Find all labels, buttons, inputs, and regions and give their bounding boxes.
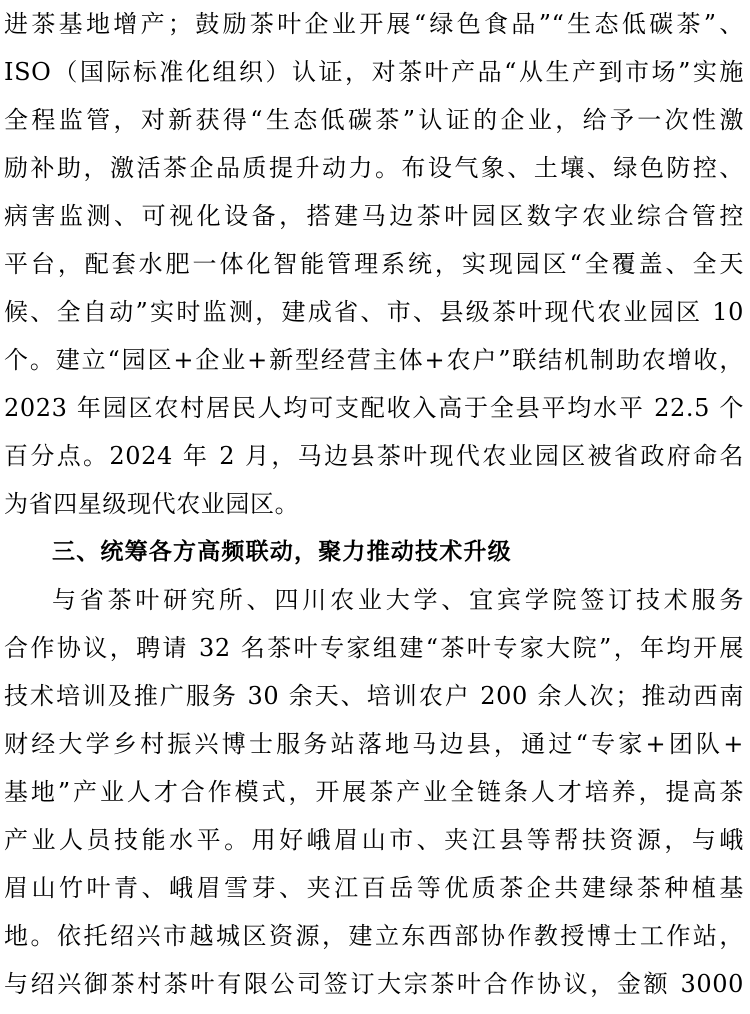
paragraph-line-9: 2023 年园区农村居民人均可支配收入高于全县平均水平 22.5 个 — [4, 394, 744, 422]
paragraph-line-11: 为省四星级现代农业园区。 — [4, 490, 300, 518]
paragraph-line-3: 全程监管，对新获得“生态低碳茶”认证的企业，给予一次性激 — [4, 106, 744, 134]
paragraph-line-19: 地。依托绍兴市越城区资源，建立东西部协作教授博士工作站， — [4, 922, 744, 950]
paragraph-line-15: 财经大学乡村振兴博士服务站落地马边县，通过“专家+团队+ — [4, 730, 744, 758]
paragraph-line-8: 个。建立“园区+企业+新型经营主体+农户”联结机制助农增收， — [4, 346, 744, 374]
paragraph-line-16: 基地”产业人才合作模式，开展茶产业全链条人才培养，提高茶 — [4, 778, 744, 806]
paragraph-line-13: 合作协议，聘请 32 名茶叶专家组建“茶叶专家大院”，年均开展 — [4, 634, 744, 662]
paragraph-line-6: 平台，配套水肥一体化智能管理系统，实现园区“全覆盖、全天 — [4, 250, 744, 278]
paragraph-line-2: ISO（国际标准化组织）认证，对茶叶产品“从生产到市场”实施 — [4, 58, 744, 86]
paragraph-line-10: 百分点。2024 年 2 月，马边县茶叶现代农业园区被省政府命名 — [4, 442, 744, 470]
paragraph-line-7: 候、全自动”实时监测，建成省、市、县级茶叶现代农业园区 10 — [4, 298, 744, 326]
paragraph-line-14: 技术培训及推广服务 30 余天、培训农户 200 余人次；推动西南 — [4, 682, 744, 710]
section-heading: 三、统筹各方高频联动，聚力推动技术升级 — [52, 539, 512, 565]
paragraph-line-17: 产业人员技能水平。用好峨眉山市、夹江县等帮扶资源，与峨 — [4, 826, 744, 854]
paragraph-line-4: 励补助，激活茶企品质提升动力。布设气象、土壤、绿色防控、 — [4, 154, 744, 182]
paragraph-line-5: 病害监测、可视化设备，搭建马边茶叶园区数字农业综合管控 — [4, 202, 744, 230]
paragraph-line-12: 与省茶叶研究所、四川农业大学、宜宾学院签订技术服务 — [52, 586, 744, 614]
paragraph-line-18: 眉山竹叶青、峨眉雪芽、夹江百岳等优质茶企共建绿茶种植基 — [4, 874, 744, 902]
paragraph-line-1: 进茶基地增产；鼓励茶叶企业开展“绿色食品”“生态低碳茶”、 — [4, 10, 744, 38]
paragraph-line-20: 与绍兴御茶村茶叶有限公司签订大宗茶叶合作协议，金额 3000 — [4, 970, 744, 998]
